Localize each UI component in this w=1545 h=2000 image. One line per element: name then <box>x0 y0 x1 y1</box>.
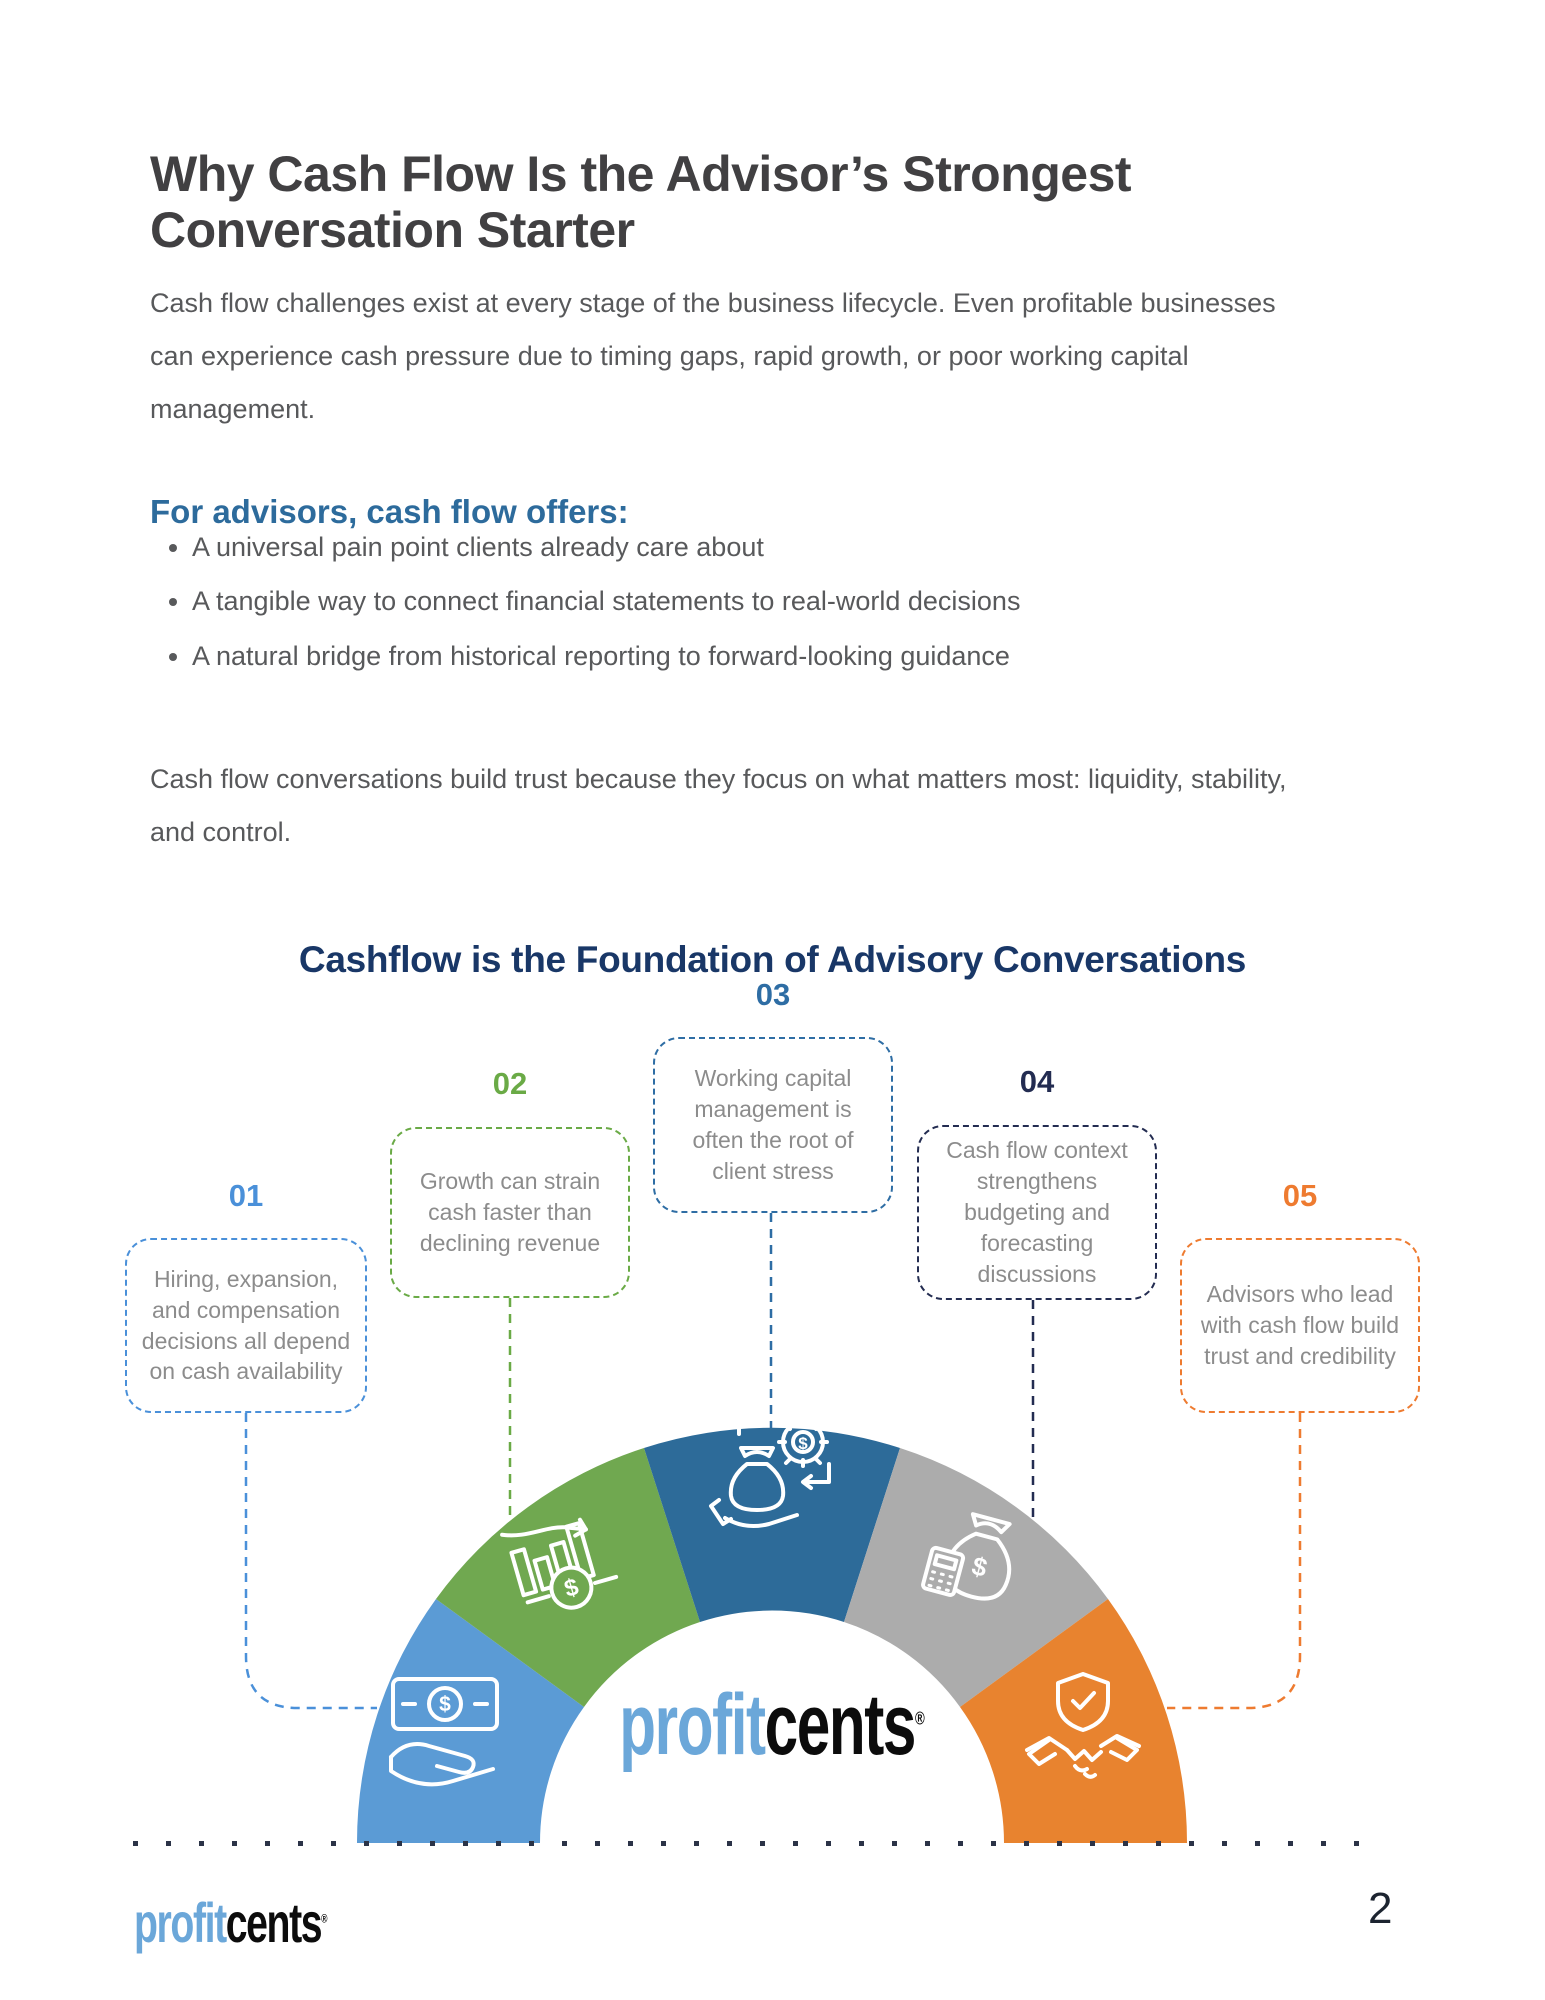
closing-paragraph: Cash flow conversations build trust because they focus on what matters most: liquidity, stability, and control. <box>150 764 1287 847</box>
svg-text:$: $ <box>561 1573 582 1603</box>
callout-text-02: Growth can strain cash faster than declining revenue <box>419 1168 601 1256</box>
logo-cents-text: cents <box>764 1677 915 1773</box>
intro-paragraph: Cash flow challenges exist at every stage of the business lifecycle. Even profitable businesses can experience cash pressure due to timing gaps, rapid growth, or poor working capital management. <box>150 288 1276 424</box>
page-number: 2 <box>1368 1884 1393 1933</box>
connector-line-01 <box>246 1413 377 1708</box>
registered-mark: ® <box>914 1708 925 1730</box>
bullet-item: • A tangible way to connect financial statements to real-world decisions <box>192 582 1392 620</box>
step-number-04: 04 <box>1019 1064 1055 1099</box>
svg-text:$: $ <box>968 1550 991 1584</box>
registered-mark: ® <box>321 1911 328 1926</box>
svg-text:$: $ <box>798 1434 808 1453</box>
logo-cents-text: cents <box>225 1891 322 1954</box>
step-number-05: 05 <box>1282 1178 1318 1213</box>
bullet-item: • A natural bridge from historical reporting to forward-looking guidance <box>192 637 1392 675</box>
step-number-03: 03 <box>755 977 791 1012</box>
callout-text-01: Hiring, expansion, and compensation decisions all depend on cash availability <box>141 1265 351 1385</box>
infographic-title: Cashflow is the Foundation of Advisory Conversations <box>298 938 1247 980</box>
page-title: Why Cash Flow Is the Advisor’s Strongest Conversation Starter <box>150 145 1132 258</box>
bottom-dotted-line <box>133 1841 1381 1846</box>
bullet-item: • A universal pain point clients already care about <box>192 528 1392 566</box>
connector-line-05 <box>1167 1413 1300 1708</box>
callout-text-03: Working capital management is often the root of client stress <box>692 1065 854 1184</box>
profitcents-logo-center <box>619 1676 924 1775</box>
callout-text-05: Advisors who lead with cash flow build trust and credibility <box>1200 1281 1400 1369</box>
profitcents-logo-footer <box>134 1890 328 1955</box>
logo-profit-text: profit <box>619 1677 765 1773</box>
advisors-subheading: For advisors, cash flow offers: <box>150 493 629 531</box>
logo-profit-text: profit <box>134 1891 226 1954</box>
step-number-02: 02 <box>492 1066 528 1101</box>
step-number-01: 01 <box>228 1178 264 1213</box>
svg-text:$: $ <box>439 1693 451 1716</box>
callout-text-04: Cash flow context strengthens budgeting and forecasting discussions <box>946 1137 1128 1287</box>
